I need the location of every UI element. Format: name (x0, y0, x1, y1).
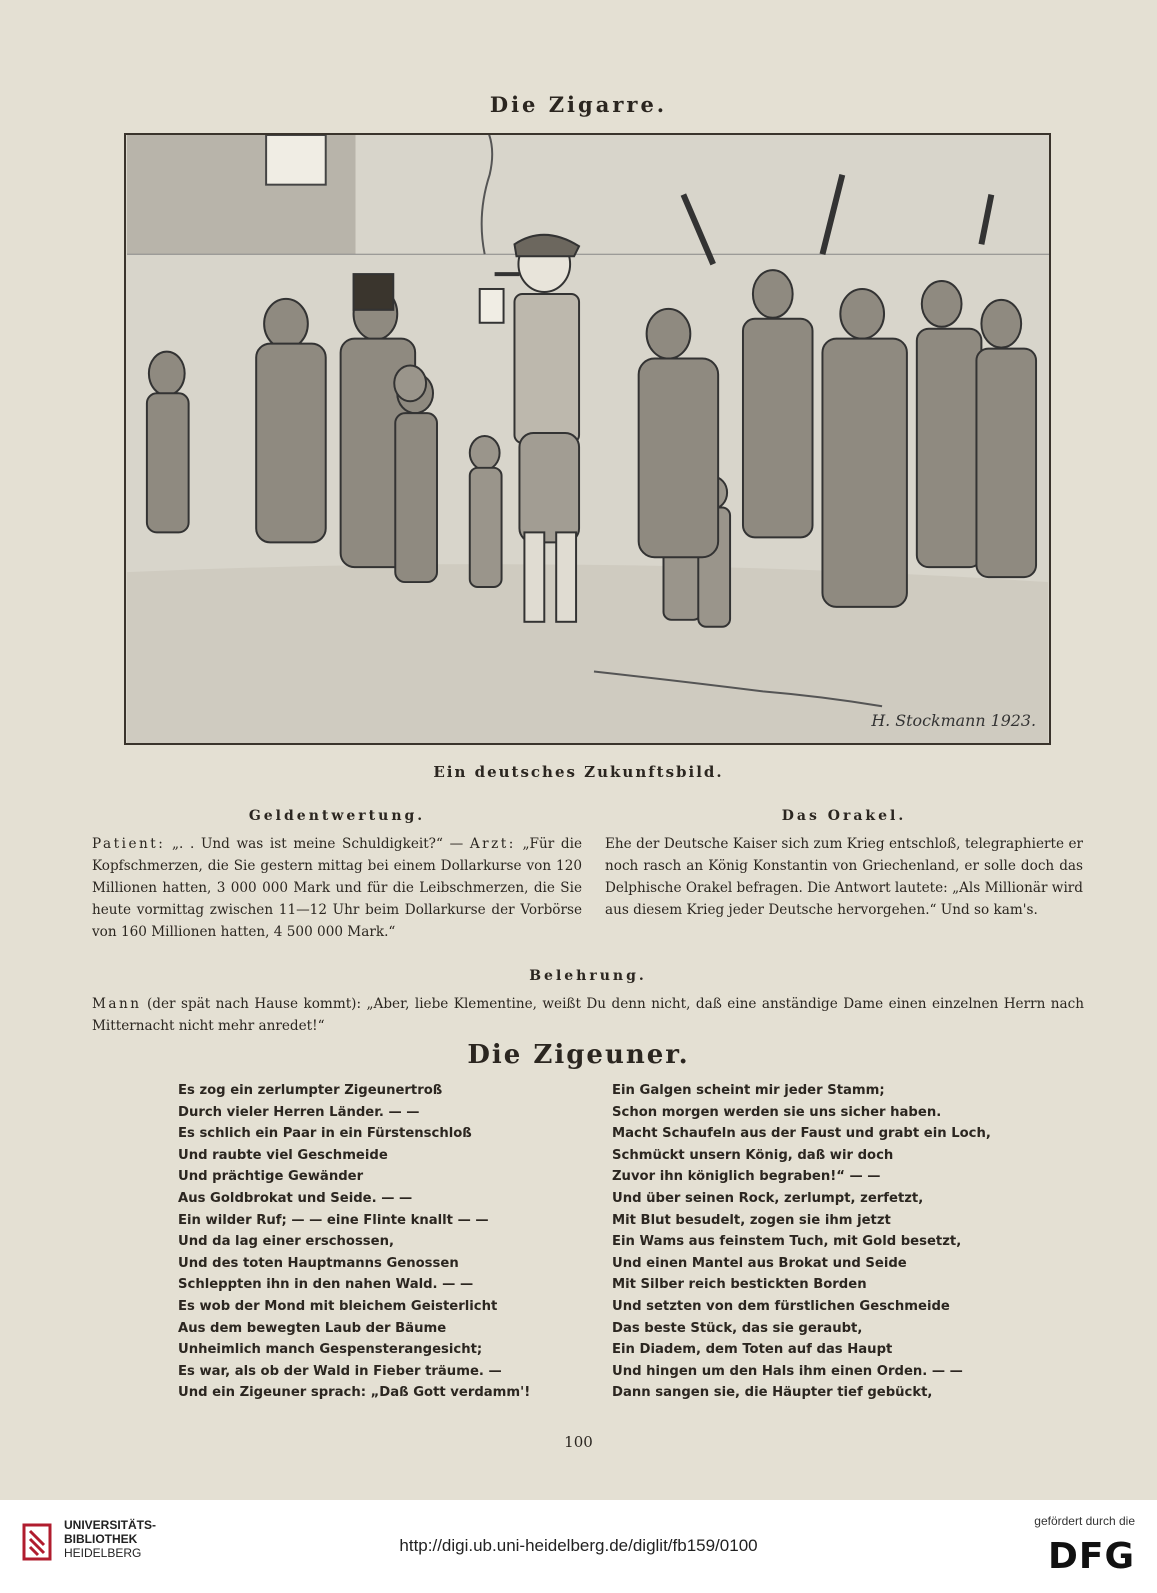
poem-line: Das beste Stück, das sie geraubt, (612, 1320, 863, 1336)
funding-note: gefördert durch die (1034, 1514, 1135, 1528)
digitization-footer (0, 1500, 1157, 1593)
poem-line: Macht Schaufeln aus der Faust und grabt ein Loch, (612, 1126, 991, 1142)
poem-line: Und einen Mantel aus Brokat und Seide (612, 1255, 907, 1271)
poem-line: Und des toten Hauptmanns Genossen (178, 1255, 459, 1271)
poem-line: Ein Wams aus feinstem Tuch, mit Gold besetzt, (612, 1234, 962, 1250)
poem-line: Mit Silber reich bestickten Borden (612, 1277, 867, 1293)
poem-line: Und prächtige Gewänder (178, 1169, 364, 1185)
article-body (92, 993, 1084, 1037)
dialogue-text: „. . Und was ist meine Schuldigkeit?“ — (171, 836, 464, 852)
poem-title: Die Zigeuner. (467, 1040, 690, 1070)
article-heading: Belehrung. (529, 968, 647, 984)
poem-column-right (612, 1080, 1052, 1404)
poem-column-left (178, 1080, 578, 1404)
poem-line: Dann sangen sie, die Häupter tief gebückt, (612, 1385, 933, 1401)
dialogue-text: „Für die Kopfschmerzen, die Sie gestern mittag bei einem Dollarkurse von 120 Millionen hatten, 3 000 000 Mark und für die Leibschmerzen, die Sie heute vormittag zwischen 11—12 Uhr beim Dollarkurse der Vorbörse von 160 Millionen hatten, 4 500 000 Mark.“ (92, 836, 582, 940)
poem-line: Ein Galgen scheint mir jeder Stamm; (612, 1083, 885, 1098)
institution-line: BIBLIOTHEK (64, 1532, 138, 1546)
poem-line: Schmückt unsern König, daß wir doch (612, 1147, 894, 1163)
institution-line: UNIVERSITÄTS- (64, 1518, 157, 1532)
poem-line: Und ein Zigeuner sprach: „Daß Gott verdamm'! (178, 1385, 531, 1401)
poem-line: Und raubte viel Geschmeide (178, 1147, 388, 1163)
poem-line: Ein wilder Ruf; — — eine Flinte knallt — — (178, 1212, 489, 1228)
poem-line: Es war, als ob der Wald in Fieber träume. — (178, 1363, 502, 1379)
poem-line: Zuvor ihn königlich begraben!“ — — (612, 1169, 881, 1185)
poem-line: Schon morgen werden sie uns sicher haben. (612, 1104, 942, 1120)
article-belehrung (92, 965, 1084, 1037)
poem-line: Ein Diadem, dem Toten auf das Haupt (612, 1342, 893, 1358)
illustration-caption: Ein deutsches Zukunftsbild. (433, 763, 724, 781)
poem-line: Und hingen um den Hals ihm einen Orden. — — (612, 1363, 963, 1379)
dialogue-text: (der spät nach Hause kommt): „Aber, liebe Klementine, weißt Du denn nicht, daß eine anständige Dame einen einzelnen Herrn nach Mitternacht nicht mehr anredet!“ (92, 996, 1085, 1034)
article-orakel (605, 805, 1083, 921)
poem-line: Und setzten von dem fürstlichen Geschmeide (612, 1298, 950, 1314)
article-body (92, 833, 582, 943)
poem-line: Mit Blut besudelt, zogen sie ihm jetzt (612, 1212, 891, 1228)
poem-line: Und über seinen Rock, zerlumpt, zerfetzt, (612, 1190, 924, 1206)
page-number: 100 (564, 1433, 593, 1451)
cartoon-illustration (124, 133, 1051, 745)
institution-line: HEIDELBERG (64, 1546, 142, 1560)
article-heading: Das Orakel. (781, 808, 907, 824)
speaker-label: Arzt: (469, 836, 516, 852)
cartoon-drawing (126, 135, 1049, 743)
article-heading: Geldentwertung. (248, 808, 426, 824)
poem-line: Es zog ein zerlumpter Zigeunertroß (178, 1083, 443, 1098)
article-body: Ehe der Deutsche Kaiser sich zum Krieg entschloß, telegraphierte er noch rasch an König Konstantin von Griechenland, er solle doch das Delphische Orakel befragen. Die Antwort lautete: „Als Millionär wird aus diesem Krieg jeder Deutsche hervorgehen.“ Und so kam's. (605, 836, 1083, 918)
poem-line: Es wob der Mond mit bleichem Geisterlicht (178, 1298, 498, 1314)
article-geldentwertung (92, 805, 582, 943)
page-title: Die Zigarre. (489, 92, 668, 117)
poem-line: Und da lag einer erschossen, (178, 1234, 395, 1250)
dfg-logo: DFG (1047, 1536, 1135, 1577)
poem-line: Aus dem bewegten Laub der Bäume (178, 1320, 447, 1336)
speaker-label: Patient: (92, 836, 166, 852)
poem-line: Aus Goldbrokat und Seide. — — (178, 1190, 413, 1206)
speaker-label: Mann (92, 996, 142, 1012)
artist-signature: H. Stockmann 1923. (871, 711, 1037, 731)
poem-line: Unheimlich manch Gespensterangesicht; (178, 1342, 483, 1358)
window (266, 135, 326, 185)
poem-line: Schleppten ihn in den nahen Wald. — — (178, 1277, 474, 1293)
poem-line: Durch vieler Herren Länder. — — (178, 1104, 420, 1120)
poem-line: Es schlich ein Paar in ein Fürstenschloß (178, 1126, 472, 1142)
source-url-link[interactable]: http://digi.ub.uni-heidelberg.de/diglit/fb159/0100 (399, 1536, 758, 1555)
